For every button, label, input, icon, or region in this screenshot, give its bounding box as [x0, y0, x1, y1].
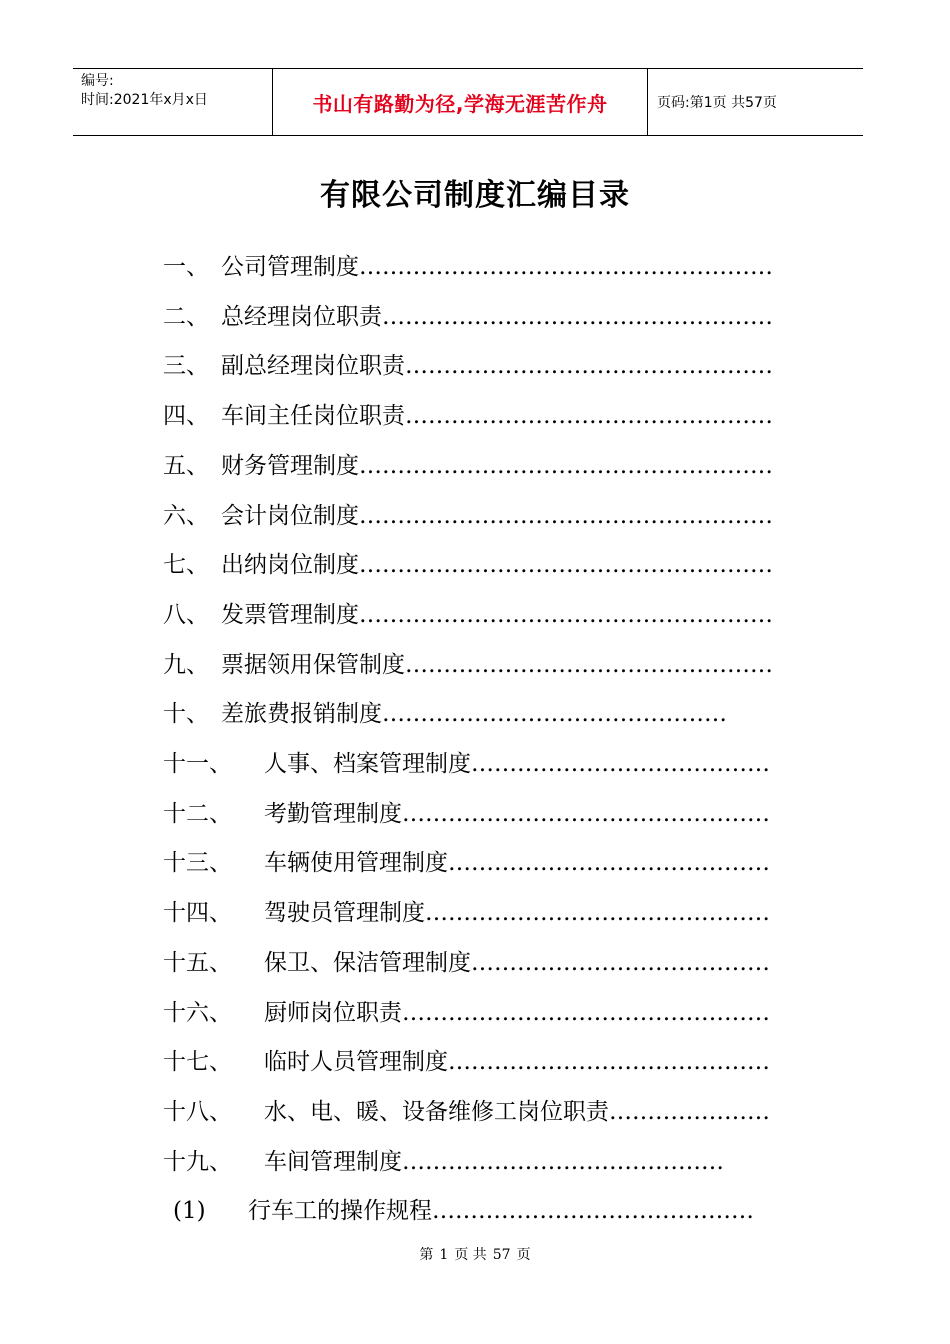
toc-leader-dots: ……………………………………: [448, 1049, 770, 1076]
toc-leader-dots: ……………………………………………: [382, 303, 773, 330]
toc-item: [163, 938, 774, 988]
toc-item: [163, 838, 774, 888]
toc-title: 票据领用保管制度: [221, 651, 405, 678]
toc-item: [163, 1087, 774, 1137]
code-label: 编号:: [81, 73, 114, 89]
toc-item: [163, 739, 774, 789]
toc-item: [163, 888, 774, 938]
toc-title: 车间管理制度: [264, 1148, 402, 1175]
toc-item: [163, 242, 782, 292]
toc-leader-dots: ………………………………………………: [359, 601, 773, 628]
toc-leader-dots: ……………………………………: [448, 850, 770, 877]
toc-leader-dots: …………………………………: [471, 751, 770, 777]
toc-leader-dots: ……………………………………: [432, 1198, 754, 1225]
toc-title: 车间主任岗位职责: [221, 403, 405, 430]
toc-title: 财务管理制度: [221, 452, 359, 479]
page-footer: [0, 1244, 950, 1264]
toc-leader-dots: ………………………………………………: [359, 254, 773, 280]
footer-suffix: 页: [516, 1247, 531, 1263]
footer-mid: 页 共: [454, 1247, 487, 1263]
toc-number: 二、: [163, 303, 209, 330]
document-title: 有限公司制度汇编目录: [320, 178, 630, 213]
toc-title: 差旅费报销制度: [221, 701, 382, 728]
page-header: [73, 68, 863, 136]
toc-item: [163, 1137, 748, 1187]
toc-item: [163, 988, 774, 1038]
toc-number: 十八、: [163, 1098, 232, 1125]
toc-leader-dots: …………………: [609, 1098, 770, 1125]
toc-item: [163, 689, 732, 739]
header-motto: 书山有路勤为径,学海无涯苦作舟: [273, 69, 648, 135]
toc-leader-dots: …………………………………: [471, 949, 770, 976]
toc-title: 临时人员管理制度: [264, 1049, 448, 1076]
toc-title: 行车工的操作规程: [248, 1198, 432, 1225]
footer-total: 57: [492, 1247, 511, 1263]
toc-title: 考勤管理制度: [264, 800, 402, 827]
toc-item: [163, 391, 782, 441]
toc-item: [163, 640, 782, 690]
header-meta: [73, 69, 273, 135]
toc-leader-dots: ………………………………………: [382, 701, 727, 728]
toc-title: 发票管理制度: [221, 601, 359, 628]
toc-number: 一、: [163, 254, 209, 280]
toc-number: 九、: [163, 651, 209, 678]
toc-item: [173, 1186, 760, 1236]
toc-title: 副总经理岗位职责: [221, 353, 405, 380]
toc-item: [163, 789, 774, 839]
toc-item: [163, 441, 782, 491]
toc-title: 水、电、暖、设备维修工岗位职责: [264, 1098, 609, 1125]
toc-item: [163, 491, 782, 541]
toc-leader-dots: …………………………………………: [402, 800, 770, 827]
footer-prefix: 第: [419, 1247, 434, 1263]
toc-number: 八、: [163, 601, 209, 628]
toc-leader-dots: ………………………………………………: [359, 552, 773, 579]
toc-title: 厨师岗位职责: [264, 999, 402, 1026]
toc-number: 十九、: [163, 1148, 232, 1175]
footer-page: 1: [439, 1247, 449, 1263]
toc-number: 十四、: [163, 900, 232, 927]
toc-title: 公司管理制度: [221, 254, 359, 280]
header-page-label: 页码:第1页 共57页: [657, 95, 777, 111]
toc-number: (1): [173, 1198, 206, 1225]
toc-number: 十六、: [163, 999, 232, 1026]
toc-leader-dots: ……………………………………: [402, 1148, 724, 1175]
toc-leader-dots: …………………………………………: [405, 353, 773, 380]
toc-leader-dots: …………………………………………: [405, 651, 773, 678]
toc-leader-dots: ………………………………………………: [359, 502, 773, 529]
toc-number: 十、: [163, 701, 209, 728]
toc-title: 出纳岗位制度: [221, 552, 359, 579]
toc-leader-dots: ………………………………………: [425, 900, 770, 927]
toc-number: 四、: [163, 403, 209, 430]
toc-title: 会计岗位制度: [221, 502, 359, 529]
toc-number: 十三、: [163, 850, 232, 877]
toc-item: [163, 590, 782, 640]
toc-number: 六、: [163, 502, 209, 529]
toc-number: 十一、: [163, 751, 232, 777]
toc-title: 保卫、保洁管理制度: [264, 949, 471, 976]
toc-title: 驾驶员管理制度: [264, 900, 425, 927]
toc-title: 人事、档案管理制度: [264, 751, 471, 777]
toc-title: 总经理岗位职责: [221, 303, 382, 330]
toc-item: [163, 341, 782, 391]
toc-item: [163, 540, 782, 590]
toc-item: [163, 292, 782, 342]
toc-number: 十五、: [163, 949, 232, 976]
toc-number: 十二、: [163, 800, 232, 827]
toc-item: [163, 1037, 774, 1087]
date-label: 时间:2021年x月x日: [81, 92, 208, 108]
toc-number: 七、: [163, 552, 209, 579]
toc-leader-dots: …………………………………………: [402, 999, 770, 1026]
toc-leader-dots: …………………………………………: [405, 403, 773, 430]
toc-number: 三、: [163, 353, 209, 380]
toc-number: 五、: [163, 452, 209, 479]
toc-leader-dots: ………………………………………………: [359, 452, 773, 479]
toc-number: 十七、: [163, 1049, 232, 1076]
toc-title: 车辆使用管理制度: [264, 850, 448, 877]
